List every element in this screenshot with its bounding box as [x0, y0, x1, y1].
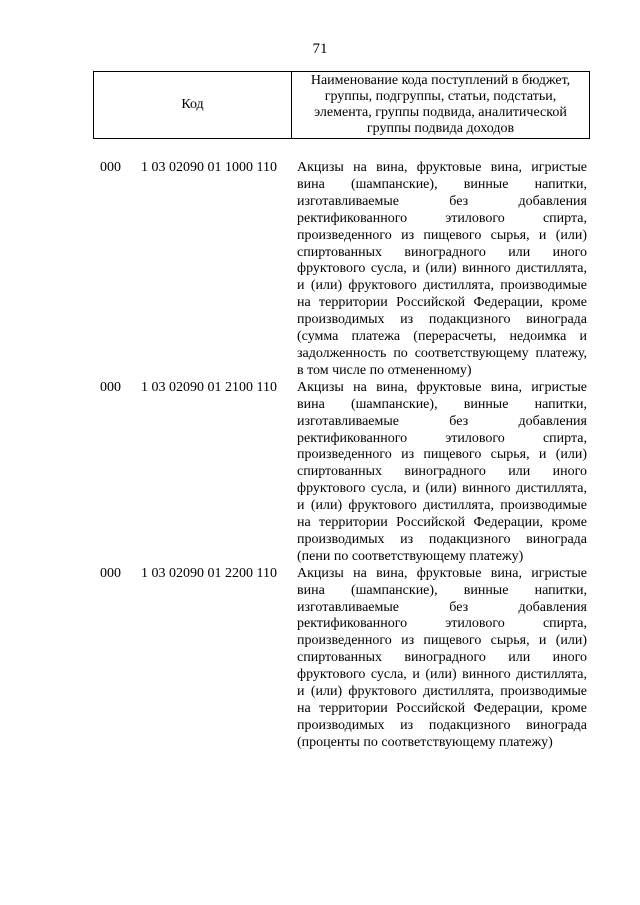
description-line: изготавливаемые без добавления [297, 599, 587, 615]
admin-code: 000 [100, 160, 121, 175]
revenue-code: 1 03 02090 01 2200 110 [141, 565, 277, 581]
description-line: ректификованного этилового спирта, [297, 430, 587, 446]
description-line: ректификованного этилового спирта, [297, 210, 587, 226]
description-line: и (или) фруктового дистиллята, производимые [297, 684, 587, 700]
description-line: (проценты по соответствующему платежу) [297, 734, 553, 750]
description-line: производимых из подакцизного винограда [297, 717, 587, 733]
description-line: в том числе по отмененному) [297, 362, 472, 378]
description-line: на территории Российской Федерации, кроме [297, 701, 587, 716]
admin-code: 000 [100, 379, 121, 395]
description-line: на территории Российской Федерации, кроме [297, 295, 587, 311]
description-line: производимых из подакцизного винограда [297, 312, 587, 328]
revenue-code: 1 03 02090 01 2100 110 [141, 379, 277, 395]
description-line: и (или) фруктового дистиллята, производимые [297, 498, 587, 514]
revenue-code-entry [0, 566, 640, 752]
revenue-description [297, 380, 587, 566]
description-line: спиртованных виноградного или иного [297, 244, 587, 260]
description-line: спиртованных виноградного или иного [297, 650, 587, 666]
description-line: произведенного из пищевого сырья, и (или) [297, 633, 587, 649]
description-line: изготавливаемые без добавления [297, 193, 587, 209]
description-line: производимых из подакцизного винограда [297, 531, 587, 547]
table-header [93, 71, 590, 139]
revenue-code: 1 03 02090 01 1000 110 [141, 160, 277, 175]
description-line: вина (шампанские), винные напитки, [297, 176, 587, 192]
revenue-code-entry [0, 380, 640, 566]
revenue-code-entry [0, 160, 640, 380]
description-line: на территории Российской Федерации, кроме [297, 515, 587, 531]
revenue-code-list [0, 160, 640, 752]
header-code-cell: Код [94, 72, 292, 138]
page-number: 71 [312, 41, 328, 57]
header-name-cell [292, 72, 589, 138]
description-line: вина (шампанские), винные напитки, [297, 396, 587, 412]
description-line: фруктового сусла, и (или) винного дистиллята, [297, 667, 587, 683]
description-line: и (или) фруктового дистиллята, производимые [297, 278, 587, 294]
description-line: фруктового сусла, и (или) винного дистиллята, [297, 481, 587, 497]
description-line: произведенного из пищевого сырья, и (или) [297, 227, 587, 243]
description-line: вина (шампанские), винные напитки, [297, 582, 587, 598]
admin-code: 000 [100, 565, 121, 581]
description-line: изготавливаемые без добавления [297, 413, 587, 429]
revenue-description [297, 566, 587, 752]
description-line: произведенного из пищевого сырья, и (или) [297, 447, 587, 463]
description-line: (сумма платежа (перерасчеты, недоимка и [297, 329, 587, 345]
header-name-line: элемента, группы подвида, аналитической [314, 105, 567, 120]
description-line: Акцизы на вина, фруктовые вина, игристые [297, 379, 587, 395]
description-line: фруктового сусла, и (или) винного дистиллята, [297, 261, 587, 277]
header-name-line: Наименование кода поступлений в бюджет, [310, 73, 571, 88]
header-name-line: группы, подгруппы, статьи, подстатьи, [324, 89, 557, 104]
revenue-description [297, 160, 587, 380]
description-line: спиртованных виноградного или иного [297, 464, 587, 480]
description-line: ректификованного этилового спирта, [297, 616, 587, 632]
description-line: Акцизы на вина, фруктовые вина, игристые [297, 565, 587, 581]
description-line: (пени по соответствующему платежу) [297, 548, 524, 564]
description-line: Акцизы на вина, фруктовые вина, игристые [297, 160, 587, 175]
description-line: задолженность по соответствующему платежу, [297, 345, 587, 361]
header-name-line: группы подвида доходов [366, 121, 515, 136]
